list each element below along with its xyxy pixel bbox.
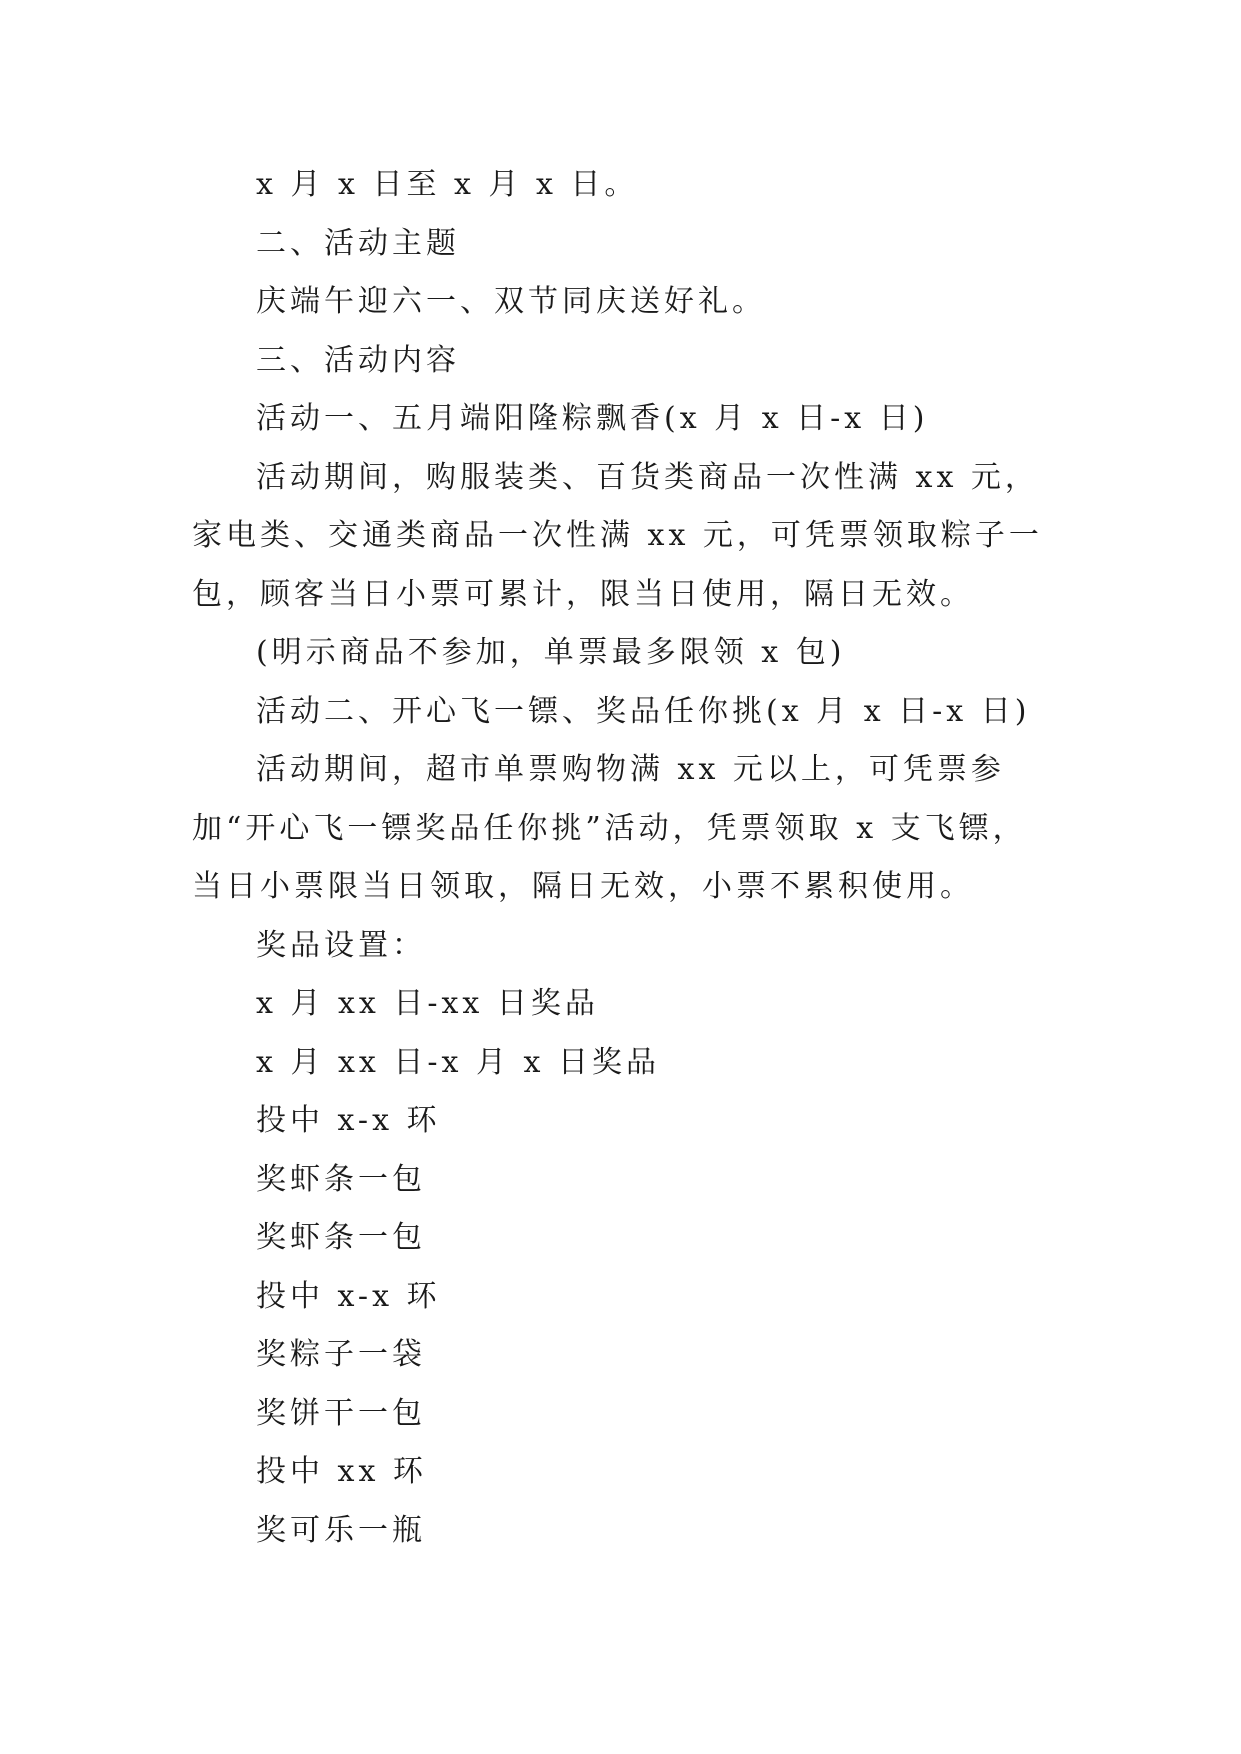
paragraph-date-range: x 月 x 日至 x 月 x 日。 <box>256 167 639 202</box>
heading-activity-two: 活动二、开心飞一镖、奖品任你挑(x 月 x 日-x 日) <box>256 693 1031 729</box>
paragraph-activity-one-details: 活动期间，购服装类、百货类商品一次性满 xx 元，家电类、交通类商品一次性满 xx 元，可凭票领取粽子一包，顾客当日小票可累计，限当日使用，隔日无效。 <box>192 459 1043 612</box>
prize-tier-line: 投中 x-x 环 <box>256 1278 441 1314</box>
heading-activity-theme: 二、活动主题 <box>256 225 460 261</box>
prize-item-line: 奖虾条一包 <box>256 1220 426 1255</box>
document-body <box>192 156 1058 1560</box>
paragraph-activity-two-details: 活动期间，超市单票购物满 xx 元以上，可凭票参加“开心飞一镖奖品任你挑”活动，凭票领取 x 支飞镖，当日小票限当日领取，隔日无效，小票不累积使用。 <box>192 752 1027 904</box>
prize-tier-line: 投中 xx 环 <box>256 1454 427 1489</box>
paragraph-activity-one-note: (明示商品不参加，单票最多限领 x 包) <box>256 635 846 670</box>
heading-activity-content: 三、活动内容 <box>256 342 460 378</box>
prize-item-line: 奖可乐一瓶 <box>256 1512 426 1548</box>
prize-item-line: 奖饼干一包 <box>256 1395 426 1431</box>
prize-period-two: x 月 xx 日-x 月 x 日奖品 <box>256 1044 660 1080</box>
paragraph-theme: 庆端午迎六一、双节同庆送好礼。 <box>256 284 766 319</box>
heading-prize-settings: 奖品设置： <box>256 927 426 963</box>
prize-period-one: x 月 xx 日-xx 日奖品 <box>256 986 599 1021</box>
prize-item-line: 奖粽子一袋 <box>256 1337 426 1372</box>
heading-activity-one: 活动一、五月端阳隆粽飘香(x 月 x 日-x 日) <box>256 401 929 436</box>
prize-item-line: 奖虾条一包 <box>256 1161 426 1197</box>
prize-tier-line: 投中 x-x 环 <box>256 1103 441 1138</box>
